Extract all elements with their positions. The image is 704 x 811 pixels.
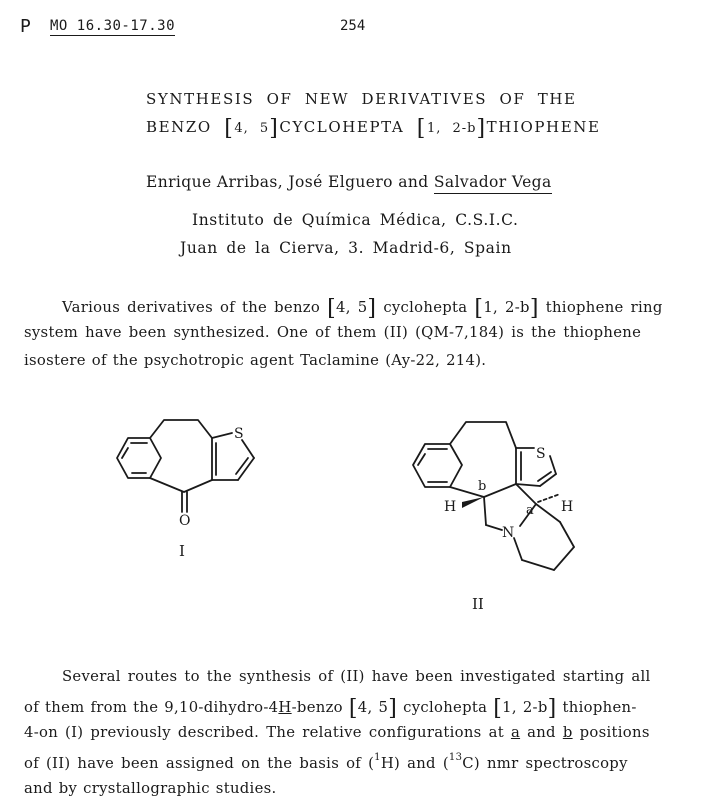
title-line-2: BENZO [4, 5]CYCLOHEPTA [1, 2-b]THIOPHENE: [146, 116, 601, 141]
abstract-line-2: system have been synthesized. One of them (II) (QM-7,184) is the thiophene: [24, 324, 642, 341]
compound-ii-label: II: [472, 595, 484, 613]
body-line-3: 4-on (I) previously described. The relative configurations at a and b positions: [24, 724, 650, 741]
presenting-author: Salvador Vega: [434, 173, 552, 194]
compound-ii-skeleton: [413, 422, 574, 570]
compound-ii-position-b: b: [478, 479, 487, 494]
session-time: MO 16.30-17.30: [50, 18, 176, 34]
compound-i-sulfur: S: [234, 426, 244, 442]
compound-ii-h-right: H: [561, 499, 574, 515]
compound-i-oxygen: O: [179, 513, 191, 529]
compound-ii-h-left: H: [444, 499, 457, 515]
abstract-line-3: isostere of the psychotropic agent Taclamine (Ay-22, 214).: [24, 352, 487, 369]
abstract-line-1: Various derivatives of the benzo [4, 5] cyclohepta [1, 2-b] thiophene ring: [62, 296, 663, 321]
body-line-2: of them from the 9,10-dihydro-4H-benzo [4, 5] cyclohepta [1, 2-b] thiophen-: [24, 696, 637, 721]
wedge-bond: [462, 497, 484, 508]
author-list: Enrique Arribas, José Elguero and Salvador Vega: [146, 173, 552, 191]
compound-i-label: I: [179, 542, 185, 560]
compound-ii-sulfur: S: [536, 446, 546, 462]
page-number: 254: [340, 18, 366, 34]
affiliation-address: Juan de la Cierva, 3. Madrid-6, Spain: [180, 239, 512, 257]
body-line-4: of (II) have been assigned on the basis of ($^1$H) and ($^{13}$C) nmr spectroscopy: [24, 752, 628, 772]
session-letter: P: [20, 16, 31, 37]
body-line-1: Several routes to the synthesis of (II) have been investigated starting all: [62, 668, 651, 685]
compound-ii-position-a: a: [526, 503, 534, 518]
body-line-5: and by crystallographic studies.: [24, 780, 277, 797]
affiliation-institute: Instituto de Química Médica, C.S.I.C.: [192, 211, 519, 229]
compound-ii-nitrogen: N: [502, 525, 515, 541]
title-line-1: SYNTHESIS OF NEW DERIVATIVES OF THE: [146, 90, 577, 108]
